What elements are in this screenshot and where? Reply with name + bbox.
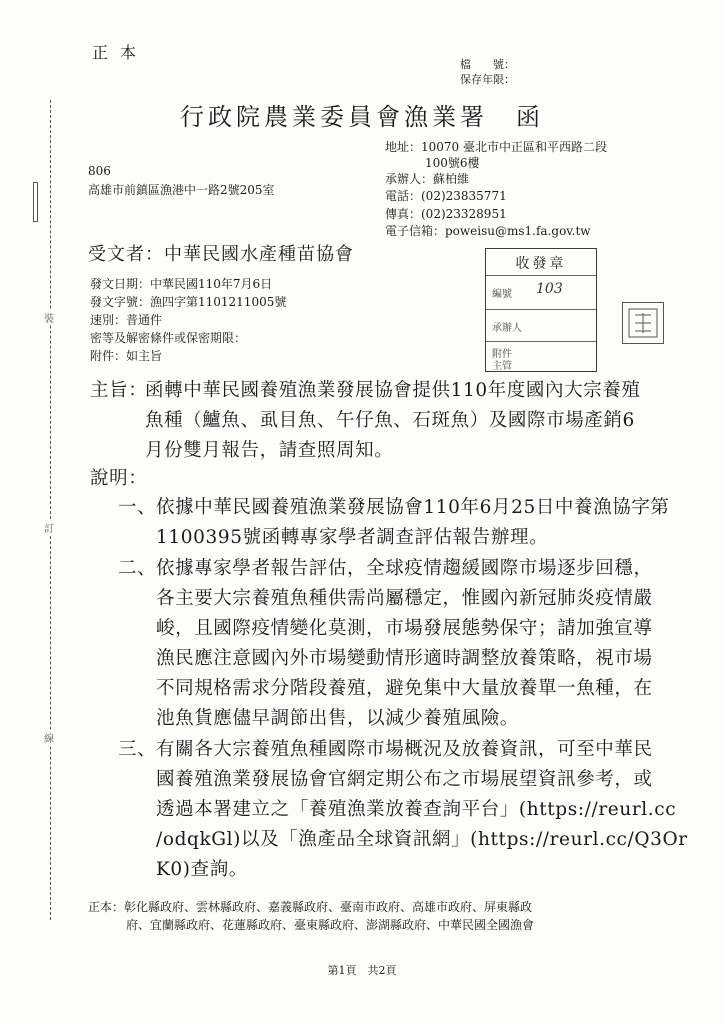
- document-title: 行政院農業委員會漁業署 函: [180, 103, 544, 131]
- recipient-line: 受文者：中華民國水產種苗協會: [88, 244, 354, 265]
- item-line: 國養殖漁業發展協會官網定期公布之市場展望資訊參考，或: [156, 769, 653, 790]
- item-line: 有關各大宗養殖魚種國際市場概況及放養資訊，可至中華民: [156, 739, 653, 760]
- stamp-number-value: 103: [536, 281, 563, 297]
- stamp-title: 收發章: [515, 256, 567, 272]
- security-level: 密等及解密條件或保密期限：: [90, 331, 247, 345]
- item-marker: 一、: [118, 497, 157, 518]
- item-line: 不同規格需求分階段養殖，避免集中大量放養單一魚種，在: [156, 678, 653, 699]
- sender-address-line2: 100號6樓: [425, 156, 480, 170]
- contact-person: 承辦人：蘇柏維: [385, 172, 470, 186]
- sender-address: 地址：10070 臺北市中正區和平西路二段: [385, 140, 607, 154]
- explanation-label: 說明：: [90, 468, 148, 489]
- issue-date: 發文日期：中華民國110年7月6日: [90, 277, 273, 291]
- stamp-number-label: 編號: [492, 289, 512, 300]
- document-number: 發文字號：漁四字第1101211005號: [90, 295, 287, 309]
- attachment: 附件：如主旨: [90, 349, 163, 363]
- binding-mark-staple: 訂: [44, 520, 54, 535]
- receipt-stamp: [485, 248, 597, 372]
- binding-line: [50, 100, 51, 920]
- subject-line: 月份雙月報告，請查照周知。: [145, 440, 394, 461]
- email: 電子信箱：poweisu@ms1.fa.gov.tw: [385, 224, 591, 238]
- recipient-postal-code: 806: [88, 164, 111, 178]
- binding-mark-line: 線: [44, 730, 54, 745]
- item-line: 依據專家學者報告評估，全球疫情趨緩國際市場逐步回穩，: [156, 558, 653, 579]
- margin-mark: [33, 182, 38, 222]
- item-line: 依據中華民國養殖漁業發展協會110年6月25日中養漁協字第: [156, 497, 670, 518]
- cc-line: 府、宜蘭縣政府、花蓮縣政府、臺東縣政府、澎湖縣政府、中華民國全國漁會: [126, 918, 535, 932]
- recipient-address: 高雄市前鎮區漁港中一路2號205室: [88, 183, 275, 197]
- copy-mark: 正本: [92, 43, 149, 62]
- item-line: K0)查詢。: [156, 859, 248, 880]
- subject-line: 魚種（鱸魚、虱目魚、午仔魚、石斑魚）及國際市場產銷6: [145, 410, 635, 431]
- delivery-speed: 速別：普通件: [90, 313, 163, 327]
- subject-line: 函轉中華民國養殖漁業發展協會提供110年度國內大宗養殖: [145, 380, 641, 401]
- item-marker: 二、: [118, 558, 157, 579]
- page-number: 第1頁 共2頁: [327, 964, 397, 977]
- item-line: 漁民應注意國內外市場變動情形適時調整放養策略，視市場: [156, 648, 653, 669]
- item-line: 各主要大宗養殖魚種供需尚屬穩定，惟國內新冠肺炎疫情嚴: [156, 588, 653, 609]
- official-seal: [622, 302, 664, 344]
- item-line: 峻，且國際疫情變化莫測，市場發展態勢保守；請加強宣導: [156, 618, 653, 639]
- cc-line: 正本：彰化縣政府、雲林縣政府、嘉義縣政府、臺南市政府、高雄市政府、屏東縣政: [88, 900, 533, 914]
- item-line: 透過本署建立之「養殖漁業放養查詢平台」(https://reurl.cc: [156, 799, 677, 820]
- file-number-label: 檔 號：: [460, 58, 515, 71]
- item-marker: 三、: [118, 739, 157, 760]
- item-line: 池魚貨應儘早調節出售，以減少養殖風險。: [156, 708, 519, 729]
- item-line: 1100395號函轉專家學者調查評估報告辦理。: [156, 527, 549, 548]
- stamp-attachment-label: 附件: [492, 349, 512, 360]
- phone: 電話：(02)23835771: [385, 189, 507, 203]
- stamp-supervisor-label: 主管: [492, 361, 512, 372]
- item-line: /odqkGl)以及「漁產品全球資訊網」(https://reurl.cc/Q3Or: [156, 829, 688, 850]
- stamp-handler-label: 承辦人: [492, 323, 522, 334]
- retention-label: 保存年限：: [460, 73, 515, 86]
- fax: 傳真：(02)23328951: [385, 207, 507, 221]
- subject-label: 主旨：: [90, 380, 148, 401]
- binding-mark-bind: 裝: [44, 310, 54, 325]
